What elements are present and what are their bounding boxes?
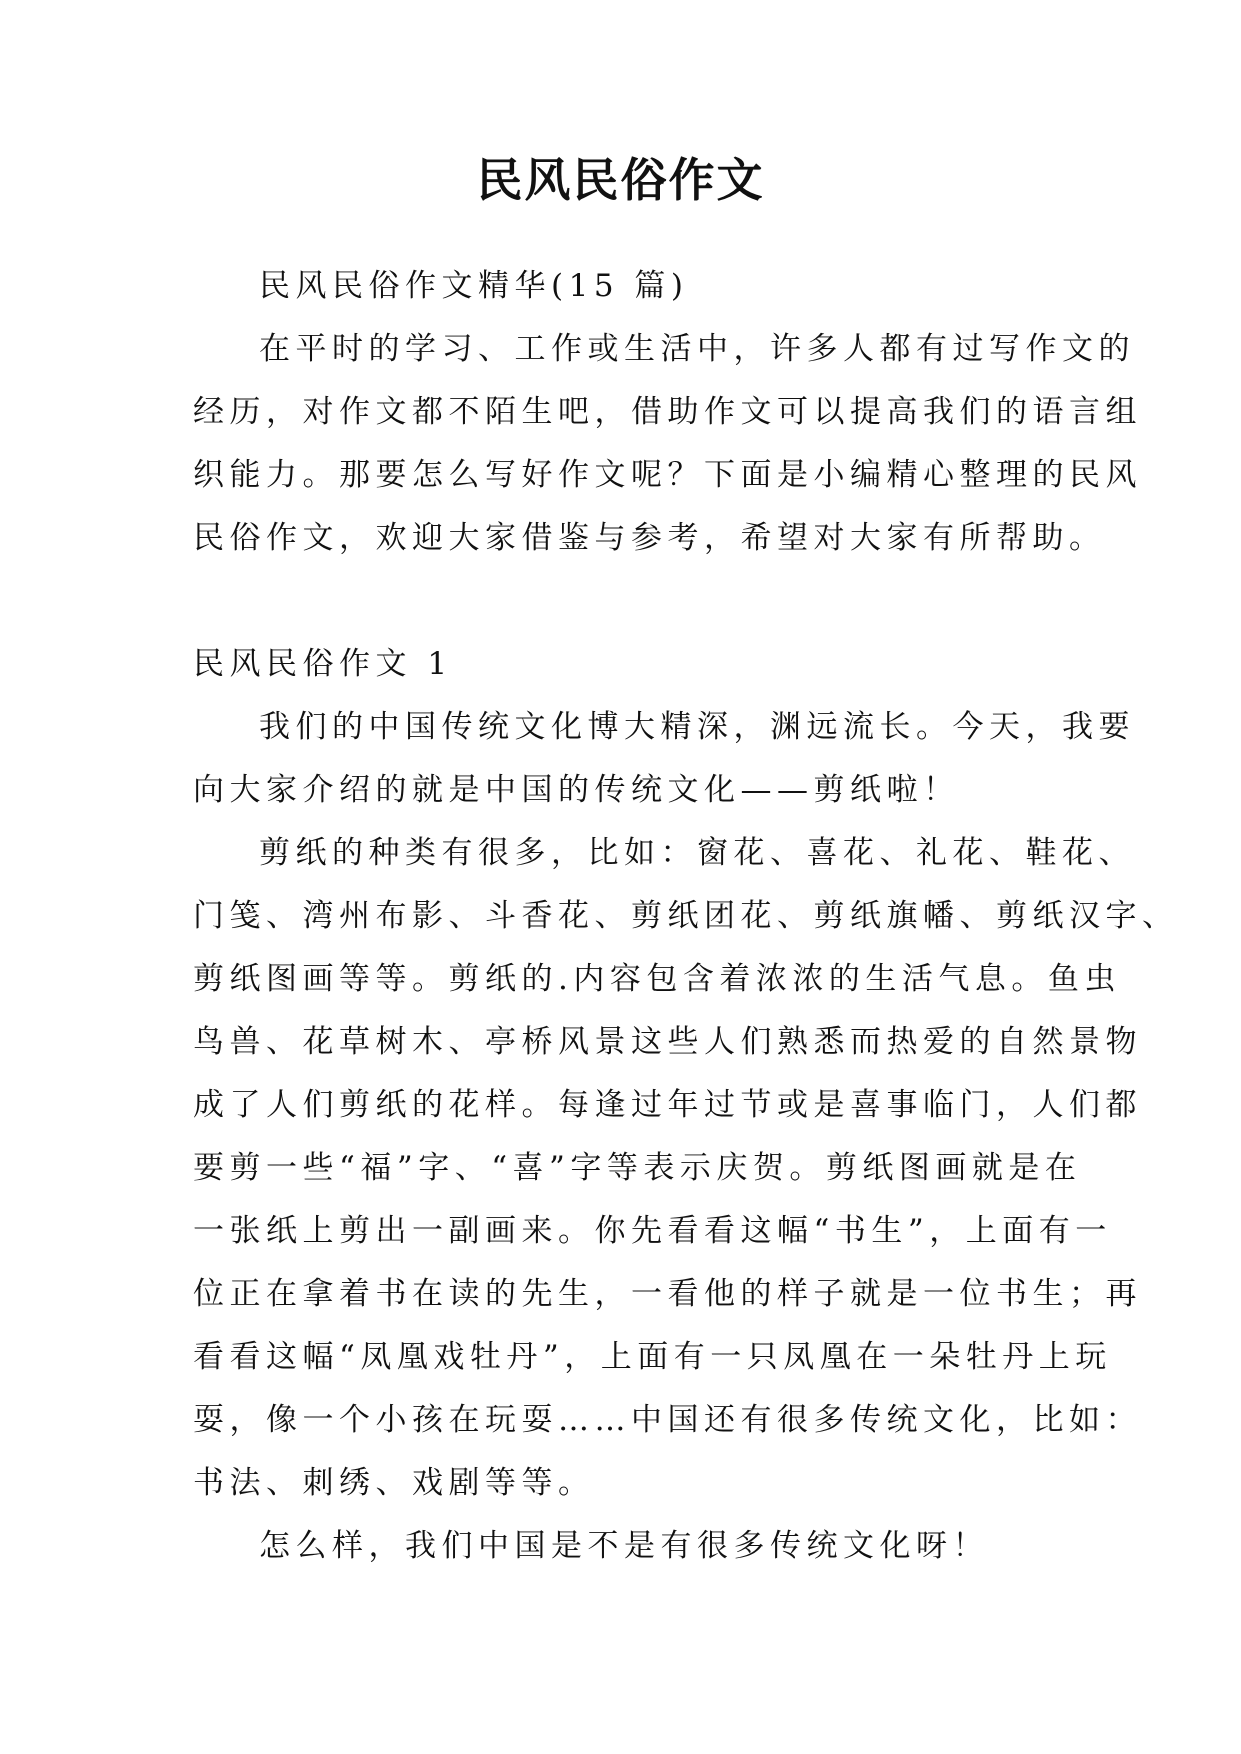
essay-line: 怎么样，我们中国是不是有很多传统文化呀！ (259, 1528, 989, 1564)
intro-line: 经历，对作文都不陌生吧，借助作文可以提高我们的语言组 (193, 394, 1142, 430)
essay-line: 要剪一些“福”字、“喜”字等表示庆贺。剪纸图画就是在 (193, 1150, 1082, 1186)
essay-line: 书法、刺绣、戏剧等等。 (193, 1465, 595, 1501)
document-title: 民风民俗作文 (476, 153, 765, 207)
essay-line: 我们的中国传统文化博大精深，渊远流长。今天，我要 (259, 709, 1135, 745)
essay-line: 门笺、湾州布影、斗香花、剪纸团花、剪纸旗幡、剪纸汉字、 (193, 898, 1179, 934)
intro-line: 在平时的学习、工作或生活中，许多人都有过写作文的 (259, 331, 1135, 367)
essay-line: 耍，像一个小孩在玩耍……中国还有很多传统文化，比如： (193, 1402, 1142, 1438)
essay-line: 鸟兽、花草树木、亭桥风景这些人们熟悉而热爱的自然景物 (193, 1024, 1142, 1060)
essay-line: 成了人们剪纸的花样。每逢过年过节或是喜事临门，人们都 (193, 1087, 1142, 1123)
intro-line: 民俗作文，欢迎大家借鉴与参考，希望对大家有所帮助。 (193, 520, 1106, 556)
essay-line: 位正在拿着书在读的先生，一看他的样子就是一位书生；再 (193, 1276, 1142, 1312)
essay-line: 剪纸图画等等。剪纸的.内容包含着浓浓的生活气息。鱼虫 (193, 961, 1121, 997)
essay-line: 剪纸的种类有很多，比如：窗花、喜花、礼花、鞋花、 (259, 835, 1135, 871)
essay-line: 看看这幅“凤凰戏牡丹”，上面有一只凤凰在一朵牡丹上玩 (193, 1339, 1112, 1375)
essay-line: 一张纸上剪出一副画来。你先看看这幅“书生”，上面有一 (193, 1213, 1112, 1249)
essay-line: 向大家介绍的就是中国的传统文化——剪纸啦！ (193, 772, 960, 808)
intro-line: 织能力。那要怎么写好作文呢？下面是小编精心整理的民风 (193, 457, 1142, 493)
intro-subtitle: 民风民俗作文精华(15 篇) (259, 268, 689, 304)
intro-section (193, 255, 1142, 570)
essay-section (193, 633, 1179, 1578)
essay-heading: 民风民俗作文 1 (193, 646, 453, 682)
